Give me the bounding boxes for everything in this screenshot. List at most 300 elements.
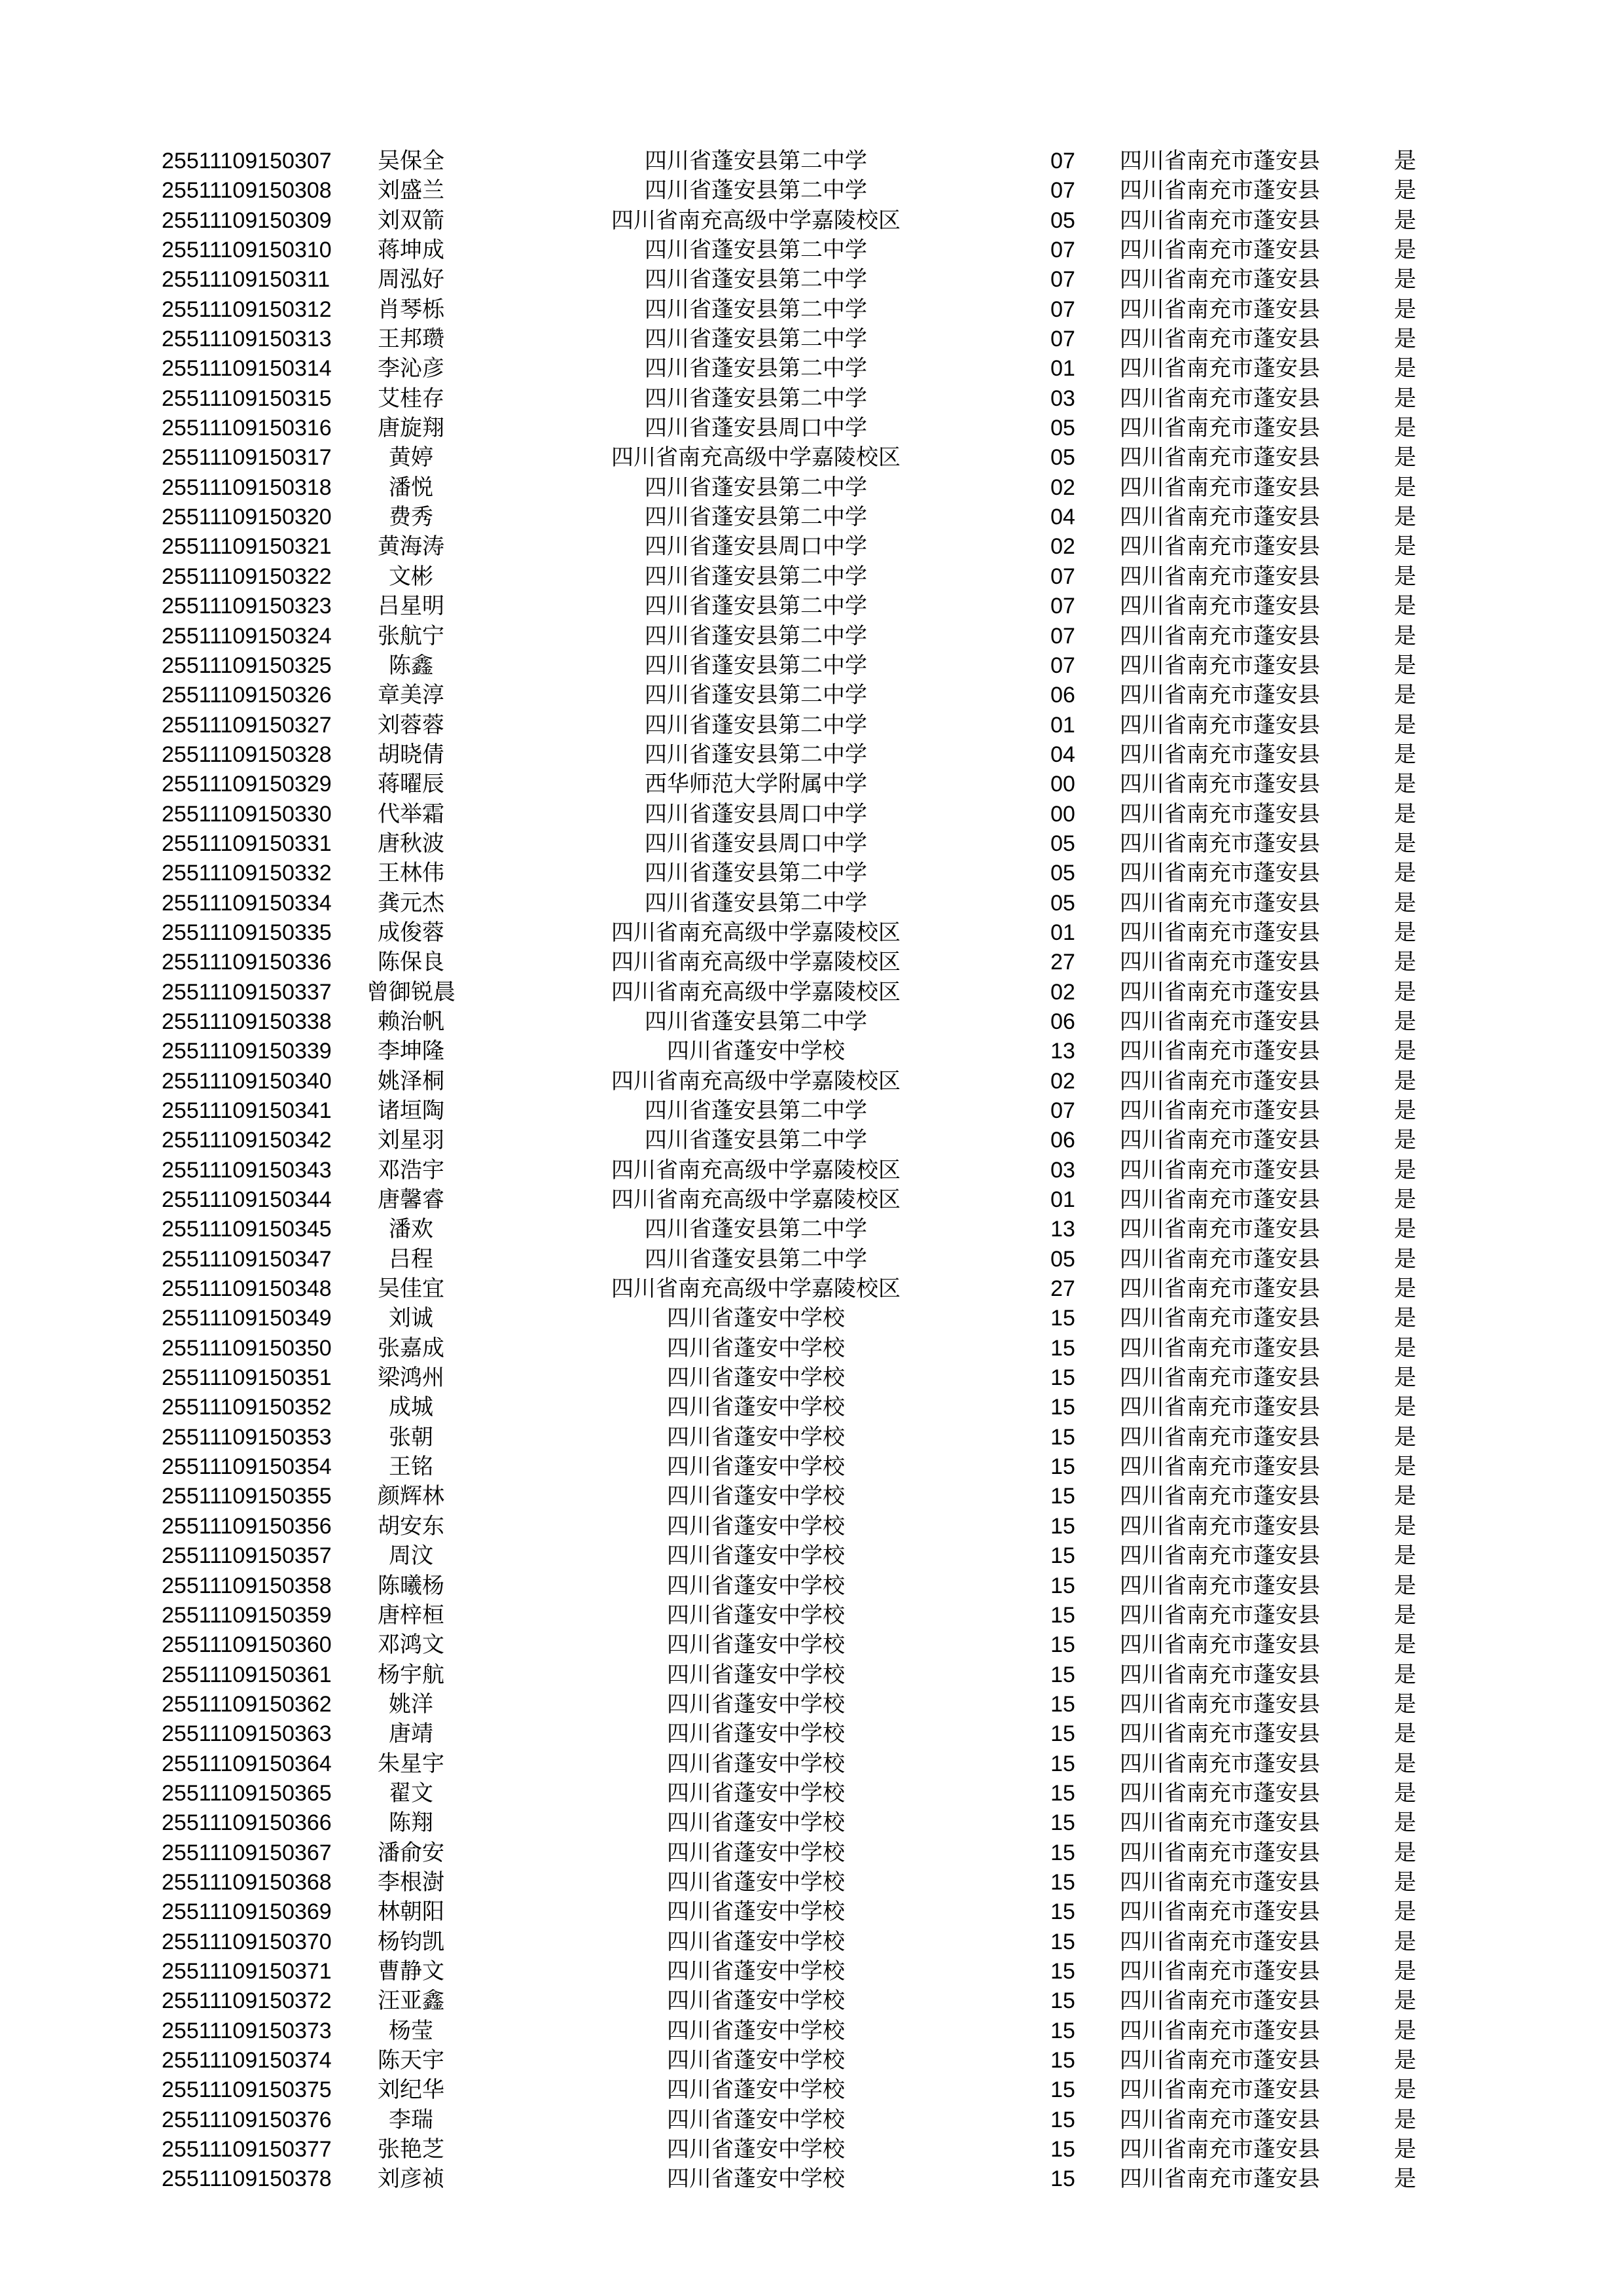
category-code: 15 xyxy=(1050,1869,1075,1895)
table-row xyxy=(0,740,1623,770)
graduation-school: 四川省蓬安中学校 xyxy=(667,1900,845,1925)
table-row xyxy=(0,1245,1623,1274)
candidate-name: 林朝阳 xyxy=(378,1900,444,1925)
category-code: 27 xyxy=(1050,1276,1075,1302)
table-row xyxy=(0,1393,1623,1422)
category-code: 15 xyxy=(1050,1543,1075,1569)
graduation-school: 四川省蓬安中学校 xyxy=(667,1989,845,2014)
confirm-flag: 是 xyxy=(1394,1989,1416,2014)
county: 四川省南充市蓬安县 xyxy=(1120,1395,1320,1420)
category-code: 07 xyxy=(1050,623,1075,649)
graduation-school: 四川省蓬安中学校 xyxy=(667,2078,845,2103)
confirm-flag: 是 xyxy=(1394,2138,1416,2162)
candidate-id: 25511109150307 xyxy=(162,149,332,173)
county: 四川省南充市蓬安县 xyxy=(1120,1959,1320,1984)
candidate-id: 25511109150372 xyxy=(162,1988,332,2014)
category-code: 01 xyxy=(1050,356,1075,382)
county: 四川省南充市蓬安县 xyxy=(1120,1989,1320,2014)
category-code: 15 xyxy=(1050,1662,1075,1687)
candidate-id: 25511109150362 xyxy=(162,1691,332,1717)
candidate-id: 25511109150328 xyxy=(162,742,332,767)
candidate-id: 25511109150376 xyxy=(162,2107,332,2132)
county: 四川省南充市蓬安县 xyxy=(1120,1217,1320,1242)
candidate-name: 李坤隆 xyxy=(378,1039,444,1064)
table-row xyxy=(0,206,1623,236)
candidate-name: 诸垣陶 xyxy=(378,1099,444,1123)
candidate-id: 25511109150349 xyxy=(162,1306,332,1331)
graduation-school: 四川省蓬安县第二中学 xyxy=(645,179,867,204)
category-code: 07 xyxy=(1050,653,1075,678)
confirm-flag: 是 xyxy=(1394,1455,1416,1480)
county: 四川省南充市蓬安县 xyxy=(1120,1900,1320,1925)
confirm-flag: 是 xyxy=(1394,446,1416,471)
candidate-id: 25511109150329 xyxy=(162,772,332,797)
table-row xyxy=(0,1601,1623,1630)
candidate-name: 杨宇航 xyxy=(378,1662,444,1687)
candidate-name: 杨莹 xyxy=(389,2018,433,2043)
confirm-flag: 是 xyxy=(1394,1366,1416,1391)
table-row xyxy=(0,1571,1623,1601)
category-code: 15 xyxy=(1050,1602,1075,1628)
graduation-school: 四川省蓬安县第二中学 xyxy=(645,1247,867,1272)
county: 四川省南充市蓬安县 xyxy=(1120,1929,1320,1954)
confirm-flag: 是 xyxy=(1394,1722,1416,1747)
county: 四川省南充市蓬安县 xyxy=(1120,268,1320,293)
candidate-name: 颜辉林 xyxy=(378,1484,444,1509)
category-code: 15 xyxy=(1050,1632,1075,1658)
candidate-name: 潘俞安 xyxy=(378,1840,444,1865)
category-code: 15 xyxy=(1050,1751,1075,1776)
candidate-id: 25511109150340 xyxy=(162,1068,332,1094)
county: 四川省南充市蓬安县 xyxy=(1120,772,1320,797)
candidate-id: 25511109150322 xyxy=(162,564,332,589)
confirm-flag: 是 xyxy=(1394,1069,1416,1094)
table-row xyxy=(0,147,1623,176)
county: 四川省南充市蓬安县 xyxy=(1120,1366,1320,1391)
graduation-school: 四川省蓬安县第二中学 xyxy=(645,505,867,530)
graduation-school: 四川省蓬安县周口中学 xyxy=(645,535,867,560)
table-row xyxy=(0,503,1623,532)
confirm-flag: 是 xyxy=(1394,1692,1416,1717)
table-row xyxy=(0,443,1623,473)
candidate-id: 25511109150374 xyxy=(162,2048,332,2073)
candidate-id: 25511109150313 xyxy=(162,327,332,352)
county: 四川省南充市蓬安县 xyxy=(1120,1573,1320,1598)
graduation-school: 四川省蓬安县第二中学 xyxy=(645,713,867,738)
graduation-school: 四川省蓬安县第二中学 xyxy=(645,475,867,500)
category-code: 15 xyxy=(1050,1365,1075,1391)
table-row xyxy=(0,1719,1623,1749)
table-row xyxy=(0,532,1623,562)
table-row xyxy=(0,1986,1623,2016)
confirm-flag: 是 xyxy=(1394,1929,1416,1954)
table-row xyxy=(0,651,1623,681)
candidate-name: 李沁彦 xyxy=(378,357,444,382)
confirm-flag: 是 xyxy=(1394,149,1416,173)
graduation-school: 四川省蓬安中学校 xyxy=(667,1514,845,1539)
candidate-id: 25511109150348 xyxy=(162,1276,332,1302)
confirm-flag: 是 xyxy=(1394,208,1416,233)
category-code: 15 xyxy=(1050,1513,1075,1539)
county: 四川省南充市蓬安县 xyxy=(1120,2078,1320,2103)
graduation-school: 四川省蓬安县周口中学 xyxy=(645,416,867,441)
candidate-table xyxy=(0,147,1623,2195)
candidate-name: 费秀 xyxy=(389,505,433,530)
table-row xyxy=(0,978,1623,1007)
candidate-name: 潘悦 xyxy=(389,475,433,500)
confirm-flag: 是 xyxy=(1394,386,1416,411)
category-code: 13 xyxy=(1050,1217,1075,1242)
candidate-name: 唐靖 xyxy=(389,1722,433,1747)
county: 四川省南充市蓬安县 xyxy=(1120,713,1320,738)
table-row xyxy=(0,1452,1623,1482)
candidate-name: 陈保良 xyxy=(378,950,444,975)
table-row xyxy=(0,2135,1623,2164)
confirm-flag: 是 xyxy=(1394,1840,1416,1865)
county: 四川省南充市蓬安县 xyxy=(1120,1425,1320,1450)
confirm-flag: 是 xyxy=(1394,1514,1416,1539)
candidate-id: 25511109150310 xyxy=(162,238,332,263)
candidate-id: 25511109150337 xyxy=(162,979,332,1005)
table-row xyxy=(0,711,1623,740)
graduation-school: 四川省蓬安中学校 xyxy=(667,1692,845,1717)
candidate-name: 肖琴栎 xyxy=(378,297,444,322)
county: 四川省南充市蓬安县 xyxy=(1120,2108,1320,2132)
candidate-name: 蒋坤成 xyxy=(378,238,444,263)
candidate-id: 25511109150341 xyxy=(162,1098,332,1123)
candidate-id: 25511109150323 xyxy=(162,594,332,619)
graduation-school: 四川省蓬安中学校 xyxy=(667,1929,845,1954)
confirm-flag: 是 xyxy=(1394,1900,1416,1925)
table-row xyxy=(0,1690,1623,1719)
candidate-id: 25511109150325 xyxy=(162,653,332,678)
candidate-name: 陈曦杨 xyxy=(378,1573,444,1598)
candidate-name: 成城 xyxy=(389,1395,433,1420)
candidate-name: 文彬 xyxy=(389,564,433,589)
graduation-school: 四川省蓬安县周口中学 xyxy=(645,831,867,856)
candidate-name: 胡安东 xyxy=(378,1514,444,1539)
confirm-flag: 是 xyxy=(1394,1603,1416,1628)
candidate-id: 25511109150320 xyxy=(162,505,332,530)
county: 四川省南充市蓬安县 xyxy=(1120,1277,1320,1302)
table-row xyxy=(0,859,1623,888)
table-row xyxy=(0,918,1623,948)
county: 四川省南充市蓬安县 xyxy=(1120,1692,1320,1717)
candidate-id: 25511109150318 xyxy=(162,475,332,500)
county: 四川省南充市蓬安县 xyxy=(1120,802,1320,827)
category-code: 15 xyxy=(1050,1810,1075,1836)
category-code: 15 xyxy=(1050,2137,1075,2162)
graduation-school: 四川省南充高级中学嘉陵校区 xyxy=(611,1158,901,1183)
county: 四川省南充市蓬安县 xyxy=(1120,950,1320,975)
county: 四川省南充市蓬安县 xyxy=(1120,238,1320,263)
table-row xyxy=(0,236,1623,265)
graduation-school: 四川省蓬安中学校 xyxy=(667,2108,845,2132)
category-code: 07 xyxy=(1050,149,1075,173)
confirm-flag: 是 xyxy=(1394,1870,1416,1895)
candidate-name: 唐馨睿 xyxy=(378,1188,444,1213)
table-row xyxy=(0,1156,1623,1185)
confirm-flag: 是 xyxy=(1394,2167,1416,2192)
graduation-school: 四川省蓬安县第二中学 xyxy=(645,1217,867,1242)
county: 四川省南充市蓬安县 xyxy=(1120,1633,1320,1658)
confirm-flag: 是 xyxy=(1394,950,1416,975)
candidate-name: 吕星明 xyxy=(378,594,444,619)
candidate-name: 曹静文 xyxy=(378,1959,444,1984)
candidate-name: 陈翔 xyxy=(389,1811,433,1836)
category-code: 15 xyxy=(1050,1573,1075,1598)
candidate-id: 25511109150336 xyxy=(162,950,332,975)
category-code: 15 xyxy=(1050,2048,1075,2073)
county: 四川省南充市蓬安县 xyxy=(1120,1781,1320,1806)
category-code: 07 xyxy=(1050,238,1075,263)
category-code: 07 xyxy=(1050,178,1075,204)
category-code: 15 xyxy=(1050,1395,1075,1420)
graduation-school: 四川省蓬安县第二中学 xyxy=(645,327,867,352)
table-row xyxy=(0,354,1623,384)
category-code: 01 xyxy=(1050,920,1075,945)
graduation-school: 四川省蓬安县第二中学 xyxy=(645,386,867,411)
candidate-name: 潘欢 xyxy=(389,1217,433,1242)
graduation-school: 四川省蓬安中学校 xyxy=(667,1425,845,1450)
table-row xyxy=(0,1928,1623,1957)
graduation-school: 四川省南充高级中学嘉陵校区 xyxy=(611,920,901,945)
confirm-flag: 是 xyxy=(1394,683,1416,708)
candidate-id: 25511109150350 xyxy=(162,1335,332,1361)
category-code: 04 xyxy=(1050,742,1075,767)
confirm-flag: 是 xyxy=(1394,1009,1416,1034)
confirm-flag: 是 xyxy=(1394,1751,1416,1776)
table-row xyxy=(0,1215,1623,1244)
confirm-flag: 是 xyxy=(1394,1781,1416,1806)
graduation-school: 四川省蓬安中学校 xyxy=(667,2138,845,2162)
table-row xyxy=(0,562,1623,592)
graduation-school: 四川省蓬安县第二中学 xyxy=(645,891,867,916)
confirm-flag: 是 xyxy=(1394,2108,1416,2132)
table-row xyxy=(0,325,1623,354)
table-row xyxy=(0,176,1623,206)
county: 四川省南充市蓬安县 xyxy=(1120,1603,1320,1628)
candidate-name: 张艳芝 xyxy=(378,2138,444,2162)
county: 四川省南充市蓬安县 xyxy=(1120,1069,1320,1094)
county: 四川省南充市蓬安县 xyxy=(1120,1009,1320,1034)
county: 四川省南充市蓬安县 xyxy=(1120,564,1320,589)
confirm-flag: 是 xyxy=(1394,1128,1416,1153)
county: 四川省南充市蓬安县 xyxy=(1120,1870,1320,1895)
county: 四川省南充市蓬安县 xyxy=(1120,2167,1320,2192)
confirm-flag: 是 xyxy=(1394,1188,1416,1213)
candidate-id: 25511109150365 xyxy=(162,1780,332,1806)
graduation-school: 四川省南充高级中学嘉陵校区 xyxy=(611,980,901,1005)
candidate-name: 周汶 xyxy=(389,1544,433,1569)
table-row xyxy=(0,2164,1623,2194)
confirm-flag: 是 xyxy=(1394,624,1416,649)
category-code: 27 xyxy=(1050,950,1075,975)
candidate-id: 25511109150377 xyxy=(162,2137,332,2162)
candidate-id: 25511109150326 xyxy=(162,683,332,708)
confirm-flag: 是 xyxy=(1394,1633,1416,1658)
candidate-id: 25511109150311 xyxy=(162,267,330,293)
confirm-flag: 是 xyxy=(1394,1662,1416,1687)
graduation-school: 四川省南充高级中学嘉陵校区 xyxy=(611,208,901,233)
county: 四川省南充市蓬安县 xyxy=(1120,1811,1320,1836)
table-row xyxy=(0,889,1623,918)
candidate-name: 王铭 xyxy=(389,1455,433,1480)
candidate-name: 唐旋翔 xyxy=(378,416,444,441)
table-row xyxy=(0,1868,1623,1897)
category-code: 07 xyxy=(1050,296,1075,322)
category-code: 05 xyxy=(1050,445,1075,471)
county: 四川省南充市蓬安县 xyxy=(1120,416,1320,441)
category-code: 15 xyxy=(1050,2166,1075,2192)
candidate-id: 25511109150317 xyxy=(162,445,332,471)
table-row xyxy=(0,592,1623,621)
table-row xyxy=(0,1630,1623,1660)
table-row xyxy=(0,1957,1623,1986)
confirm-flag: 是 xyxy=(1394,861,1416,886)
category-code: 03 xyxy=(1050,386,1075,411)
confirm-flag: 是 xyxy=(1394,297,1416,322)
confirm-flag: 是 xyxy=(1394,416,1416,441)
table-row xyxy=(0,1839,1623,1868)
confirm-flag: 是 xyxy=(1394,2018,1416,2043)
category-code: 05 xyxy=(1050,1246,1075,1272)
confirm-flag: 是 xyxy=(1394,772,1416,797)
table-row xyxy=(0,1274,1623,1304)
graduation-school: 四川省蓬安县第二中学 xyxy=(645,268,867,293)
graduation-school: 四川省南充高级中学嘉陵校区 xyxy=(611,950,901,975)
confirm-flag: 是 xyxy=(1394,1247,1416,1272)
category-code: 15 xyxy=(1050,2107,1075,2132)
table-row xyxy=(0,1007,1623,1037)
table-row xyxy=(0,948,1623,977)
candidate-id: 25511109150367 xyxy=(162,1840,332,1865)
graduation-school: 四川省南充高级中学嘉陵校区 xyxy=(611,1069,901,1094)
candidate-id: 25511109150358 xyxy=(162,1573,332,1598)
confirm-flag: 是 xyxy=(1394,179,1416,204)
candidate-id: 25511109150316 xyxy=(162,416,332,441)
candidate-name: 李根澍 xyxy=(378,1870,444,1895)
graduation-school: 四川省蓬安中学校 xyxy=(667,1662,845,1687)
table-row xyxy=(0,1779,1623,1808)
candidate-id: 25511109150368 xyxy=(162,1869,332,1895)
category-code: 00 xyxy=(1050,801,1075,827)
category-code: 15 xyxy=(1050,1899,1075,1925)
table-row xyxy=(0,295,1623,325)
category-code: 03 xyxy=(1050,1157,1075,1183)
graduation-school: 四川省蓬安县第二中学 xyxy=(645,357,867,382)
candidate-id: 25511109150366 xyxy=(162,1810,332,1836)
category-code: 06 xyxy=(1050,1009,1075,1034)
candidate-name: 姚泽桐 xyxy=(378,1069,444,1094)
candidate-name: 张嘉成 xyxy=(378,1336,444,1361)
graduation-school: 西华师范大学附属中学 xyxy=(645,772,867,797)
category-code: 05 xyxy=(1050,861,1075,886)
graduation-school: 四川省南充高级中学嘉陵校区 xyxy=(611,446,901,471)
county: 四川省南充市蓬安县 xyxy=(1120,980,1320,1005)
county: 四川省南充市蓬安县 xyxy=(1120,1306,1320,1331)
county: 四川省南充市蓬安县 xyxy=(1120,327,1320,352)
candidate-name: 杨钧凯 xyxy=(378,1929,444,1954)
county: 四川省南充市蓬安县 xyxy=(1120,149,1320,173)
category-code: 15 xyxy=(1050,1691,1075,1717)
candidate-name: 邓鸿文 xyxy=(378,1633,444,1658)
category-code: 15 xyxy=(1050,1484,1075,1509)
graduation-school: 四川省蓬安中学校 xyxy=(667,1306,845,1331)
category-code: 15 xyxy=(1050,1780,1075,1806)
candidate-name: 梁鸿州 xyxy=(378,1366,444,1391)
category-code: 15 xyxy=(1050,2077,1075,2103)
county: 四川省南充市蓬安县 xyxy=(1120,1247,1320,1272)
graduation-school: 四川省蓬安中学校 xyxy=(667,2018,845,2043)
graduation-school: 四川省蓬安中学校 xyxy=(667,1603,845,1628)
confirm-flag: 是 xyxy=(1394,2078,1416,2103)
table-row xyxy=(0,1185,1623,1215)
category-code: 15 xyxy=(1050,1306,1075,1331)
candidate-name: 赖治帆 xyxy=(378,1009,444,1034)
confirm-flag: 是 xyxy=(1394,1099,1416,1123)
category-code: 15 xyxy=(1050,1988,1075,2014)
graduation-school: 四川省蓬安中学校 xyxy=(667,1811,845,1836)
table-row xyxy=(0,2046,1623,2075)
county: 四川省南充市蓬安县 xyxy=(1120,475,1320,500)
candidate-name: 王邦瓒 xyxy=(378,327,444,352)
candidate-id: 25511109150308 xyxy=(162,178,332,204)
graduation-school: 四川省蓬安中学校 xyxy=(667,2049,845,2073)
table-row xyxy=(0,414,1623,443)
candidate-id: 25511109150343 xyxy=(162,1157,332,1183)
category-code: 05 xyxy=(1050,831,1075,856)
confirm-flag: 是 xyxy=(1394,1277,1416,1302)
candidate-name: 章美淳 xyxy=(378,683,444,708)
table-row xyxy=(0,829,1623,859)
candidate-name: 曾御锐晨 xyxy=(366,980,455,1005)
candidate-name: 刘彦祯 xyxy=(378,2167,444,2192)
category-code: 07 xyxy=(1050,564,1075,589)
candidate-id: 25511109150355 xyxy=(162,1484,332,1509)
category-code: 15 xyxy=(1050,2018,1075,2043)
county: 四川省南充市蓬安县 xyxy=(1120,1514,1320,1539)
table-row xyxy=(0,681,1623,710)
candidate-name: 代举霜 xyxy=(378,802,444,827)
county: 四川省南充市蓬安县 xyxy=(1120,1188,1320,1213)
county: 四川省南充市蓬安县 xyxy=(1120,594,1320,619)
county: 四川省南充市蓬安县 xyxy=(1120,891,1320,916)
graduation-school: 四川省蓬安中学校 xyxy=(667,2167,845,2192)
graduation-school: 四川省蓬安县第二中学 xyxy=(645,861,867,886)
graduation-school: 四川省蓬安县第二中学 xyxy=(645,149,867,173)
county: 四川省南充市蓬安县 xyxy=(1120,1662,1320,1687)
graduation-school: 四川省南充高级中学嘉陵校区 xyxy=(611,1188,901,1213)
candidate-id: 25511109150347 xyxy=(162,1246,332,1272)
category-code: 15 xyxy=(1050,1454,1075,1480)
candidate-id: 25511109150327 xyxy=(162,712,332,738)
candidate-id: 25511109150352 xyxy=(162,1395,332,1420)
graduation-school: 四川省蓬安中学校 xyxy=(667,1366,845,1391)
county: 四川省南充市蓬安县 xyxy=(1120,1039,1320,1064)
table-row xyxy=(0,1512,1623,1541)
table-row xyxy=(0,1304,1623,1333)
candidate-id: 25511109150330 xyxy=(162,801,332,827)
county: 四川省南充市蓬安县 xyxy=(1120,297,1320,322)
candidate-name: 黄婷 xyxy=(389,446,433,471)
graduation-school: 四川省蓬安中学校 xyxy=(667,1544,845,1569)
candidate-name: 周泓好 xyxy=(378,268,444,293)
county: 四川省南充市蓬安县 xyxy=(1120,624,1320,649)
candidate-name: 刘星羽 xyxy=(378,1128,444,1153)
graduation-school: 四川省蓬安中学校 xyxy=(667,1840,845,1865)
table-row xyxy=(0,473,1623,503)
